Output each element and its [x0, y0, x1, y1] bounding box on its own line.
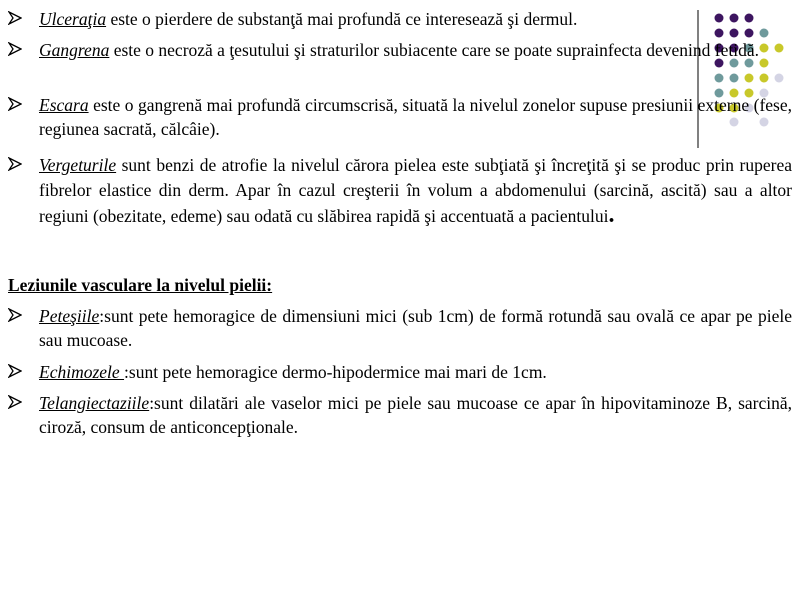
arrowhead-bullet-icon — [8, 11, 22, 25]
term-echimozele: Echimozele — [39, 362, 125, 382]
term-gangrena: Gangrena — [39, 40, 110, 60]
bullet-telangiectaziile — [8, 391, 792, 439]
definition-escara: este o gangrenă mai profundă circumscrisă, situată la nivelul zonelor supuse presiunii externe (fese, regiunea sacrată, călcâie). — [39, 95, 792, 139]
arrowhead-bullet-icon — [8, 97, 22, 111]
final-period: . — [608, 202, 615, 228]
definition-echimozele: :sunt pete hemoragice dermo-hipodermice mai mari de 1cm. — [124, 362, 547, 382]
bullet-vergeturile — [8, 153, 792, 229]
definition-telangiectaziile: :sunt dilatări ale vaselor mici pe piele sau mucoase ce apar în hipovitaminoze B, sarcină, ciroză, consum de anticoncepţionale. — [39, 393, 792, 437]
section-heading: Leziunile vasculare la nivelul pielii: — [8, 275, 273, 295]
term-petesiile: Peteşiile — [39, 306, 100, 326]
bullet-echimozele — [8, 360, 792, 384]
arrowhead-bullet-icon — [8, 395, 22, 409]
term-telangiectaziile: Telangiectaziile — [39, 393, 150, 413]
arrowhead-bullet-icon — [8, 42, 22, 56]
definition-ulceratia: este o pierdere de substanţă mai profundă ce interesează şi dermul. — [106, 9, 578, 29]
definition-vergeturile: sunt benzi de atrofie la nivelul cărora pielea este subţiată şi încreţită şi se produc prin ruperea fibrelor elastice din derm. Apar în cazul creşterii în volum a abdomenului (sarcină, ascită) sau a altor regiuni (obezitate, edeme) sau odată cu slăbirea rapidă şi accentuată a pacientului — [39, 155, 792, 226]
definition-gangrena: este o necroză a ţesutului şi straturilor subiacente care se poate suprainfecta devenind fetidă. — [109, 40, 759, 60]
bullet-escara — [8, 93, 792, 141]
bullet-gangrena — [8, 38, 792, 62]
term-ulceratia: Ulceraţia — [39, 9, 107, 29]
definition-petesiile: :sunt pete hemoragice de dimensiuni mici (sub 1cm) de formă rotundă sau ovală ce apar pe piele sau mucoase. — [39, 306, 792, 350]
bullet-ulceratia — [8, 7, 792, 31]
bullet-petesiile — [8, 304, 792, 352]
arrowhead-bullet-icon — [8, 308, 22, 322]
arrowhead-bullet-icon — [8, 364, 22, 378]
dot-row-5 — [715, 74, 784, 83]
term-vergeturile: Vergeturile — [39, 155, 117, 175]
term-escara: Escara — [39, 95, 89, 115]
arrowhead-bullet-icon — [8, 157, 22, 171]
